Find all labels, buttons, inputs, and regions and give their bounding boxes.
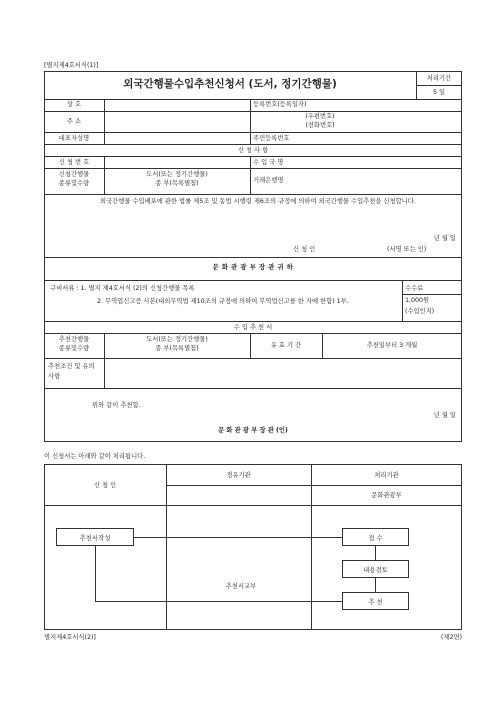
registration-number-field[interactable] [326, 100, 461, 110]
resident-number-field[interactable] [305, 133, 461, 143]
applicant-label: 신 청 인 [293, 246, 316, 253]
condition-field[interactable] [105, 359, 461, 387]
application-section-heading: 신 청 사 항 [237, 147, 269, 154]
flow-applicant-heading: 신 청 인 [93, 482, 117, 489]
recommend-kind-line: 종 부(목록별첨) [155, 345, 199, 352]
application-kind-label-1: 신청간행물 [58, 171, 90, 178]
resident-number-label: 주민등록번호 [253, 135, 290, 142]
address-label: 주 소 [66, 118, 82, 125]
processing-period-value: 5 일 [432, 89, 446, 96]
flow-issue-label: 추천서교부 [225, 583, 257, 590]
flow-connector-receive-review [375, 546, 376, 560]
signature-label: (서명 또는 인) [387, 246, 427, 253]
attachments-line-2: 2. 무역업신고증 사본(대외무역법 제10조의 규정에 의하여 무역업신고를 한 자에 한함) 1부. [97, 298, 349, 305]
recommend-kind-label-1: 추천간행물 [58, 336, 90, 343]
attachments-line-1: 구비서류 : 1. 별지 제4호서식 (2)의 신청간행물 목록 [50, 285, 195, 292]
phone-number-label: (전화번호) [305, 122, 335, 129]
condition-label: 추천조건 및 유의 사항 [48, 363, 95, 381]
application-book-line: 도서(또는 정기간행물) [146, 171, 208, 178]
application-kind-line: 종 부(목록별첨) [155, 180, 199, 187]
form-number-label: [별지제4호서식(1)] [44, 62, 99, 69]
flow-receive-box: 접 수 [342, 528, 409, 546]
representative-name-label: 대표자성명 [58, 135, 90, 142]
application-number-label: 신 청 번 호 [58, 159, 90, 166]
import-country-label: 수 입 국 명 [253, 159, 284, 166]
processing-period-label: 처리기간 [426, 75, 452, 82]
recommendation-section-heading: 수 입 추 천 서 [233, 324, 273, 331]
recommend-confirm: 위와 같이 추천함. [92, 402, 141, 409]
fee-label: 수수료 [405, 285, 424, 292]
validity-label: 유 효 기 간 [270, 342, 302, 349]
flow-review-box: 내용검토 [342, 560, 409, 578]
flow-connector-return [95, 546, 96, 601]
shop-name-label: 상 호 [66, 101, 82, 108]
registration-number-label: 등록번호(등록일자) [253, 101, 307, 108]
flow-write-recommendation-box: 추천서작성 [56, 528, 134, 546]
footer-page-label: (제2면) [440, 634, 462, 641]
application-number-field[interactable] [105, 157, 249, 167]
application-statement: 외국간행물 수입배포에 관한 법률 제5조 및 동법 시행령 제6조의 규정에 의하여 외국간행물 수입추천을 신청합니다. [100, 198, 416, 205]
flow-via-agency-heading: 경유기관 [226, 472, 251, 479]
flow-intro: 이 신청서는 아래와 같이 처리됩니다. [44, 453, 146, 460]
footer-form-number: 별지제4호서식(2)] [44, 634, 96, 641]
flow-connector-bottom [95, 601, 342, 602]
flow-connector-review-recommend [375, 578, 376, 592]
postal-code-label: (우편번호) [305, 113, 335, 120]
import-country-field[interactable] [295, 157, 461, 167]
trade-bank-label: 거래은행명 [253, 177, 284, 184]
recommend-kind-label-2: 종류및수량 [58, 345, 90, 352]
application-kind-label-2: 종류및수량 [58, 180, 90, 187]
form-title: 외국간행물수입추천신청서 (도서, 정기간행물) [123, 78, 337, 90]
recommend-book-line: 도서(또는 정기간행물) [146, 336, 208, 343]
address-field[interactable] [105, 112, 249, 131]
trade-bank-field[interactable] [298, 169, 461, 193]
fee-note: (수입인지) [405, 308, 435, 315]
representative-name-field[interactable] [105, 133, 249, 143]
flow-ministry-label: 문화관광부 [371, 492, 402, 499]
shop-name-field[interactable] [105, 100, 249, 110]
issuer-line: 문 화 관 광 부 장 관 (인) [218, 427, 288, 434]
flow-processing-agency-heading: 처리기관 [374, 472, 399, 479]
recipient-line: 문 화 관 광 부 장 관 귀 하 [212, 264, 294, 271]
fee-value: 1,000원 [405, 297, 430, 304]
recommend-date: 년 월 일 [433, 412, 456, 419]
validity-value: 추천일부터 3 개월 [366, 342, 418, 349]
flow-connector-top [134, 537, 342, 538]
flow-recommend-box: 추 천 [342, 592, 409, 610]
application-date: 년 월 일 [433, 235, 456, 242]
